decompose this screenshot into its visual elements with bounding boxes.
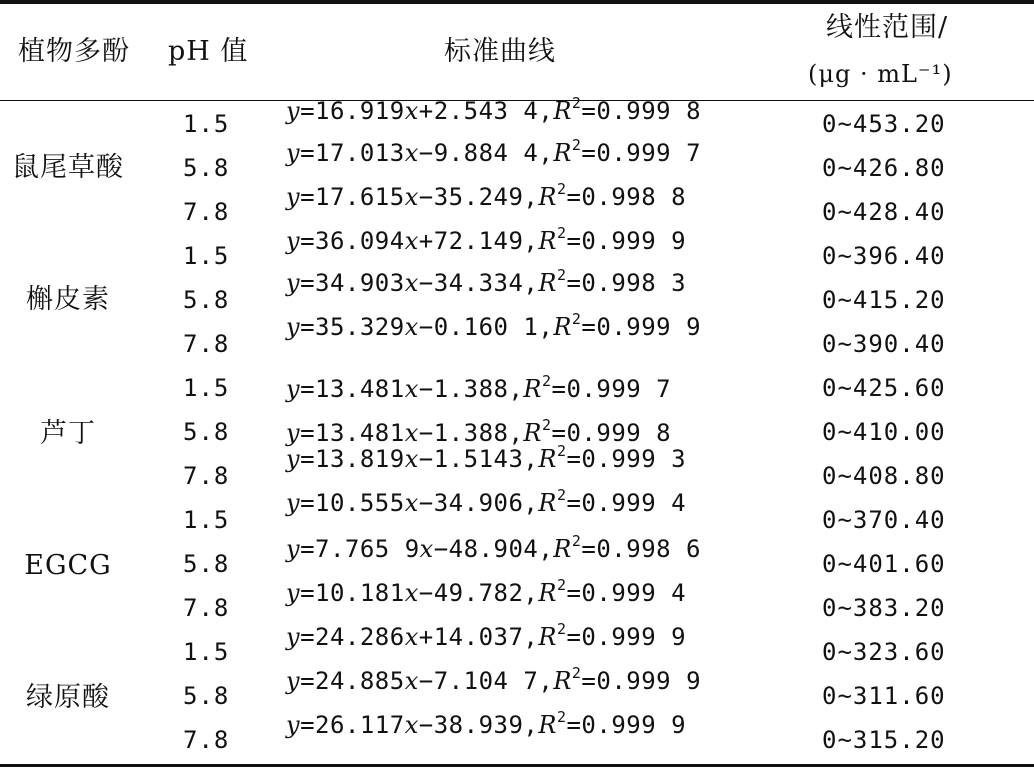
standard-curve-equation: y=24.885x−7.104 $7,R^2=0.999$ 9 [286, 664, 702, 695]
ph-value: 1.5 [183, 374, 230, 402]
compound-name: 芦丁 [40, 418, 96, 449]
standard-curve-equation: y=7.765 $9x-48.904,R^2=0.998$ 6 [286, 532, 701, 563]
ph-value: 5.8 [183, 682, 230, 710]
linear-range: 0~401.60 [822, 550, 946, 578]
ph-value: 5.8 [183, 154, 230, 182]
standard-curve-equation: $y=36.094x+72.149,R^2=0.999$ 9 [286, 224, 687, 255]
linear-range: 0~426.80 [822, 154, 946, 182]
ph-value: 5.8 [183, 286, 230, 314]
standard-curve-equation: $y=13.481x-1.388,R^2=0.999$ 7 [286, 372, 672, 403]
ph-value: 7.8 [183, 462, 230, 490]
linear-range: 0~415.20 [822, 286, 946, 314]
ph-value: 5.8 [183, 418, 230, 446]
standard-curve-equation: y=16.919x+2.543 $4,R^2=0.999$ 8 [286, 94, 702, 125]
linear-range: 0~323.60 [822, 638, 946, 666]
header-ph: pH 值 [168, 36, 249, 67]
standard-curve-equation: $y=10.555x-34.906,R^2=0.999$ 4 [286, 486, 687, 517]
linear-range: 0~315.20 [822, 726, 946, 754]
ph-value: 1.5 [183, 242, 230, 270]
linear-range: 0~428.40 [822, 198, 946, 226]
ph-value: 7.8 [183, 330, 230, 358]
ph-value: 5.8 [183, 550, 230, 578]
linear-range: 0~370.40 [822, 506, 946, 534]
header-plant-polyphenol: 植物多酚 [18, 36, 130, 67]
linear-range: 0~383.20 [822, 594, 946, 622]
ph-value: 7.8 [183, 198, 230, 226]
standard-curve-equation: y=35.329x−0.160 $1,R^2=0.999$ 9 [286, 310, 702, 341]
header-standard-curve: 标准曲线 [444, 36, 556, 67]
bottom-rule [0, 764, 1034, 767]
linear-range: 0~425.60 [822, 374, 946, 402]
linear-range: 0~410.00 [822, 418, 946, 446]
standard-curve-equation: $y=17.615x-35.249,R^2=0.998$ 8 [286, 180, 687, 211]
header-linear-range: 线性范围/ [826, 12, 949, 43]
linear-range: 0~453.20 [822, 110, 946, 138]
ph-value: 1.5 [183, 638, 230, 666]
compound-name: 鼠尾草酸 [12, 152, 124, 183]
linear-range: 0~390.40 [822, 330, 946, 358]
ph-value: 7.8 [183, 726, 230, 754]
linear-range: 0~311.60 [822, 682, 946, 710]
top-rule [0, 0, 1034, 4]
compound-name: EGCG [24, 550, 112, 581]
header-linear-range-unit: (μg · mL⁻¹) [808, 60, 953, 88]
linear-range: 0~396.40 [822, 242, 946, 270]
compound-name: 槲皮素 [26, 284, 110, 315]
standard-curve-equation: y=17.013x−9.884 $4,R^2=0.999$ 7 [286, 136, 702, 167]
standard-curve-equation: $y=13.481x-1.388,R^2=0.999$ 8 [286, 416, 672, 447]
ph-value: 1.5 [183, 506, 230, 534]
standard-curve-equation: $y=26.117x-38.939,R^2=0.999$ 9 [286, 708, 687, 739]
linear-range: 0~408.80 [822, 462, 946, 490]
compound-name: 绿原酸 [26, 682, 110, 713]
standard-curve-equation: $y=13.819x-1.5143,R^2=0.999$ 3 [286, 442, 687, 473]
standard-curve-equation: $y=34.903x-34.334,R^2=0.998$ 3 [286, 266, 687, 297]
ph-value: 7.8 [183, 594, 230, 622]
ph-value: 1.5 [183, 110, 230, 138]
standard-curve-equation: $y=24.286x+14.037,R^2=0.999$ 9 [286, 620, 687, 651]
standard-curve-equation: $y=10.181x-49.782,R^2=0.999$ 4 [286, 576, 687, 607]
